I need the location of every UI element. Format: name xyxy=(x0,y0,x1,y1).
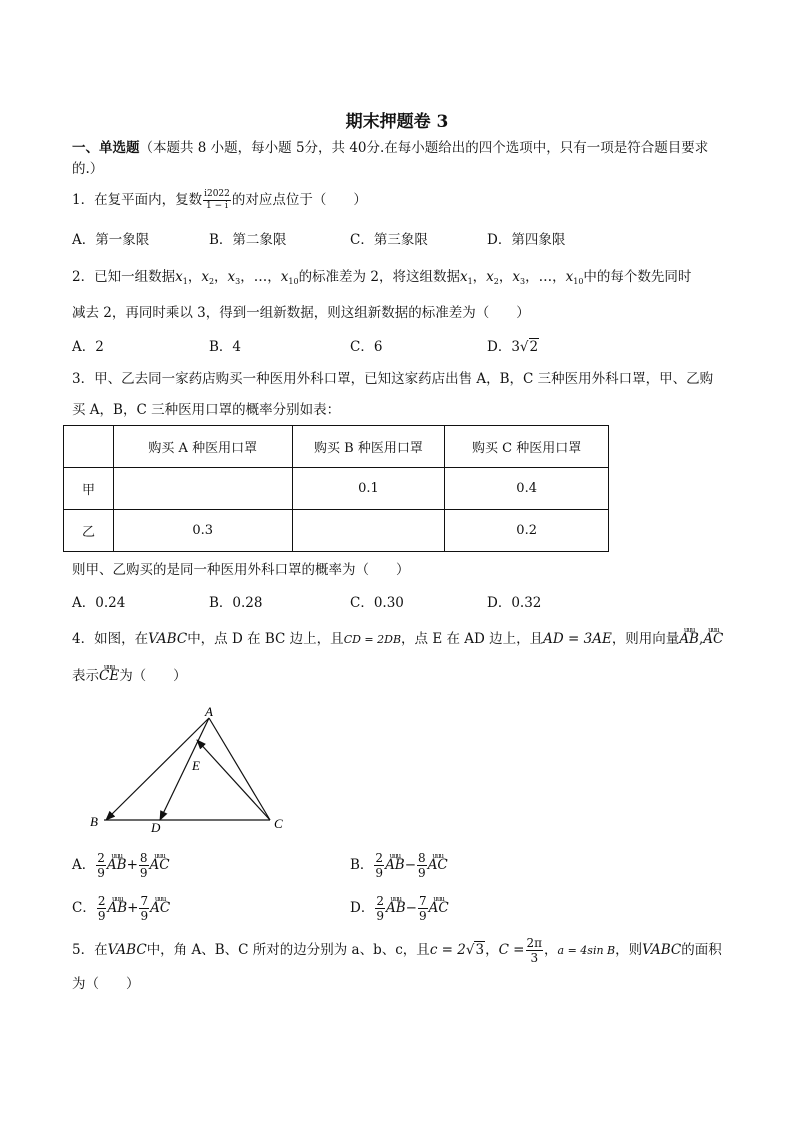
q3-option-a: A．0.24 xyxy=(72,595,126,611)
label-b: B xyxy=(90,814,98,829)
table-cell xyxy=(113,468,292,510)
table-cell: 0.1 xyxy=(292,468,445,510)
q3-question: 则甲、乙购买的是同一种医用外科口罩的概率为（ ） xyxy=(72,562,410,578)
table-header-cell xyxy=(64,426,114,468)
q4-option-d: D． $\frac{2}{9}$ uuu AB− $\frac{7}{9}$ uuu AC xyxy=(350,895,449,922)
q2-option-a: A．2 xyxy=(72,339,104,355)
vector-ad-arrow xyxy=(160,718,209,820)
table-row xyxy=(64,468,609,510)
section-heading: 一、单选题（本题共 8 小题，每小题 5分，共 40分.在每小题给出的四个选项中，只有一项是符合题目要求 xyxy=(72,140,709,156)
table-cell: 0.2 xyxy=(445,510,609,552)
label-d: D xyxy=(151,820,161,835)
q2-line-2: 减去 2，再同时乘以 3，得到一组新数据，则这组新数据的标准差为（ ） xyxy=(72,305,530,321)
question-3: 3．甲、乙去同一家药店购买一种医用外科口罩，已知这家药店出售 A，B，C 三种医用外科口罩，甲、乙购 xyxy=(72,371,714,387)
q1-option-d: D．第四象限 xyxy=(487,232,566,248)
q3-line-2: 买 A，B，C 三种医用口罩的概率分别如表： xyxy=(72,402,341,418)
table-header-cell: 购买 A 种医用口罩 xyxy=(113,426,292,468)
label-a: A xyxy=(205,704,213,719)
q3-option-b: B．0.28 xyxy=(209,595,263,611)
q3-option-d: D．0.32 xyxy=(487,595,542,611)
question-5: 5．在VABC中，角 A、B、C 所对的边分别为 a、b、c，且c = 2√3，C = $\frac{2\pi}{3}$ ，a = 4sin B，则VABC的面积 xyxy=(72,936,722,965)
q1-fraction: $\frac{i2022}{1 - i}$ xyxy=(204,189,230,211)
page-title: 期末押题卷 3 xyxy=(345,112,449,132)
q1-option-b: B．第二象限 xyxy=(209,232,287,248)
triangle-figure xyxy=(88,704,298,836)
table-cell: 乙 xyxy=(64,510,114,552)
q4-option-b: B． $\frac{2}{9}$ uuu AB− $\frac{8}{9}$ uuu AC xyxy=(350,852,448,879)
table-cell: 0.4 xyxy=(445,468,609,510)
question-2: 2．已知一组数据$x_1$，$x_2$，$x_3$，…，$x_{10}$的标准差为 2，将这组数据$x_1$，$x_2$，$x_3$，…，$x_{10}$中的每个数先同时 xyxy=(72,269,692,286)
q3-option-c: C．0.30 xyxy=(350,595,404,611)
table-row xyxy=(64,510,609,552)
section-instruction-cont: 的.） xyxy=(72,161,104,177)
q4-line-2: 表示uuu CE为（ ） xyxy=(72,667,187,685)
table-cell xyxy=(292,510,445,552)
q4-option-c: C． $\frac{2}{9}$ uuu AB+ $\frac{7}{9}$ uuu AC xyxy=(72,895,170,922)
label-e: E xyxy=(192,758,200,773)
table-cell: 甲 xyxy=(64,468,114,510)
q1-option-a: A．第一象限 xyxy=(72,232,150,248)
probability-table xyxy=(63,425,609,552)
segment-ac xyxy=(209,718,270,820)
q5-line-2: 为（ ） xyxy=(72,976,140,992)
table-header-cell: 购买 C 种医用口罩 xyxy=(445,426,609,468)
q2-option-b: B．4 xyxy=(209,339,242,355)
table-header-row xyxy=(64,426,609,468)
table-header-cell: 购买 B 种医用口罩 xyxy=(292,426,445,468)
question-4: 4．如图，在VABC中，点 D 在 BC 边上，且CD = 2DB，点 E 在 AD 边上，且AD = 3AE，则用向量uuu AB,uuu AC xyxy=(72,630,723,649)
label-c: C xyxy=(274,816,283,831)
question-1: 1．在复平面内，复数 $\frac{i2022}{1 - i}$ 的对应点位于（ ） xyxy=(72,189,367,211)
table-cell: 0.3 xyxy=(113,510,292,552)
q2-option-c: C．6 xyxy=(350,339,383,355)
q4-option-a: A． $\frac{2}{9}$ uuu AB+ $\frac{8}{9}$ uuu AC xyxy=(72,852,170,879)
q1-option-c: C．第三象限 xyxy=(350,232,428,248)
q2-option-d: D．3√2 xyxy=(487,339,539,355)
vector-ce-arrow xyxy=(197,740,270,820)
